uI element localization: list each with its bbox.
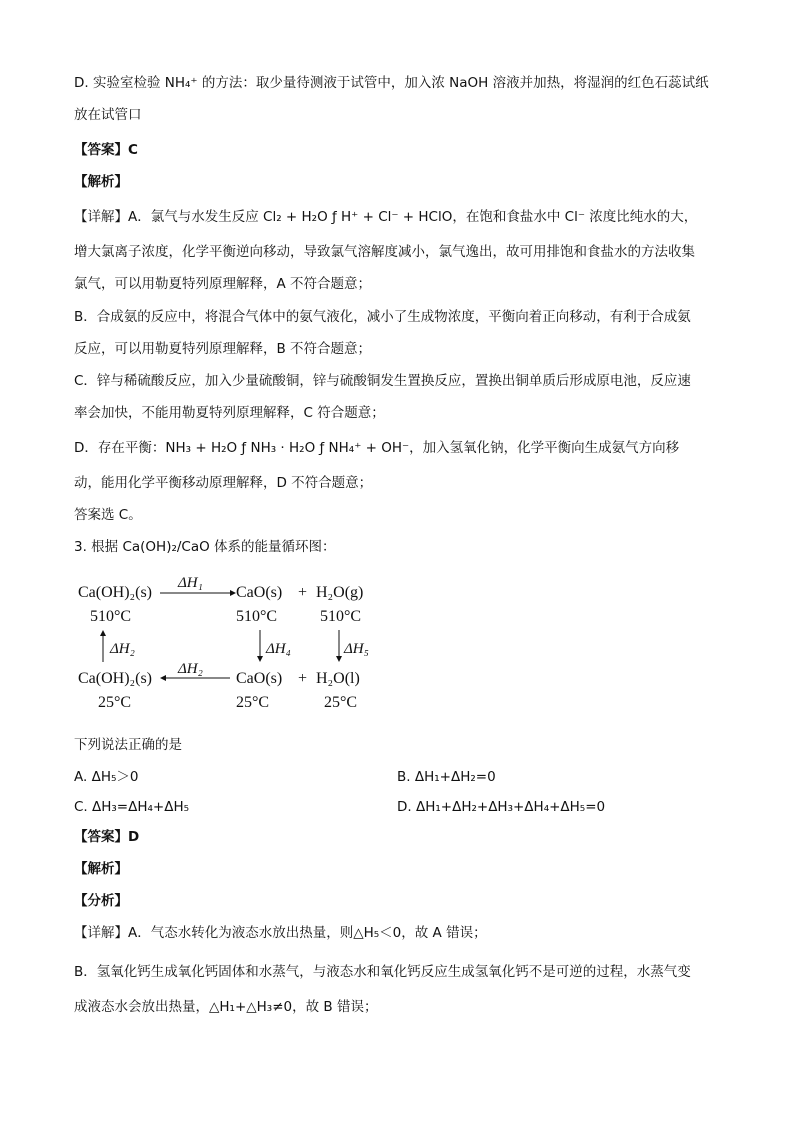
detail-q3-b-line1: B．氢氧化钙生成氧化钙固体和水蒸气，与液态水和氧化钙反应生成氢氧化钙不是可逆的过程，水蒸气变	[74, 964, 691, 980]
top-arrow-label: ΔH₁	[178, 575, 203, 591]
option-b: B. ΔH₁+ΔH₂=0	[397, 769, 496, 785]
temp-510-mid: 510°C	[236, 608, 278, 625]
detail-d-line2: 动，能用化学平衡移动原理解释，D 不符合题意；	[74, 475, 373, 491]
detail-a-line2: 增大氯离子浓度，化学平衡逆向移动，导致氯气溶解度减小，氯气逸出，故可用排饱和食盐水的方法收集	[74, 244, 695, 260]
conclusion: 答案选 C。	[74, 507, 142, 523]
answer-label-q3: 【答案】D	[74, 829, 140, 845]
left-vertical-label: ΔH₂	[110, 641, 135, 657]
temp-510-left: 510°C	[90, 608, 132, 625]
option-c: C. ΔH₃=ΔH₄+ΔH₅	[74, 799, 190, 815]
mid-vertical-label: ΔH₄	[266, 641, 291, 657]
option-d-text-cont: 放在试管口	[74, 107, 142, 123]
temp-25-right: 25°C	[324, 694, 358, 711]
analysis-label-q3: 【解析】	[74, 861, 128, 877]
detail-q3-a: 【详解】A．气态水转化为液态水放出热量，则△H₅＜0，故 A 错误；	[74, 925, 487, 941]
bottom-left-species: Ca(OH)₂(s)	[78, 670, 152, 687]
temp-25-left: 25°C	[98, 694, 132, 711]
temp-25-mid: 25°C	[236, 694, 270, 711]
bottom-right-species: H₂O(l)	[316, 670, 360, 687]
question-prompt: 下列说法正确的是	[74, 737, 182, 753]
top-plus: +	[298, 584, 308, 601]
answer-label: 【答案】C	[74, 142, 138, 158]
detail-c-line1: C．锌与稀硫酸反应，加入少量硫酸铜，锌与硫酸铜发生置换反应，置换出铜单质后形成原电池，反应速	[74, 373, 691, 389]
top-mid-species: CaO(s)	[236, 584, 283, 601]
top-right-species: H₂O(g)	[316, 584, 364, 601]
analysis-label: 【解析】	[74, 174, 128, 190]
temp-510-right: 510°C	[320, 608, 362, 625]
detail-a-line1: 【详解】A．氯气与水发生反应 Cl₂ + H₂O ƒ H⁺ + Cl⁻ + HClO，在饱和食盐水中 Cl⁻ 浓度比纯水的大，	[74, 209, 698, 225]
option-a: A. ΔH₅＞0	[74, 769, 139, 785]
bottom-arrow-label: ΔH₂	[178, 661, 203, 677]
option-d: D. ΔH₁+ΔH₂+ΔH₃+ΔH₄+ΔH₅=0	[397, 799, 606, 815]
energy-cycle-diagram	[70, 572, 400, 717]
bottom-plus: +	[298, 670, 308, 687]
detail-d-line1: D．存在平衡：NH₃ + H₂O ƒ NH₃ · H₂O ƒ NH₄⁺ + OH⁻，加入氢氧化钠，化学平衡向生成氨气方向移	[74, 440, 680, 456]
bottom-mid-species: CaO(s)	[236, 670, 283, 687]
detail-a-line3: 氯气，可以用勒夏特列原理解释，A 不符合题意；	[74, 276, 372, 292]
detail-b-line1: B．合成氨的反应中，将混合气体中的氨气液化，减小了生成物浓度，平衡向着正向移动，有利于合成氨	[74, 309, 691, 325]
detail-b-line2: 反应，可以用勒夏特列原理解释，B 不符合题意；	[74, 341, 372, 357]
detail-c-line2: 率会加快，不能用勒夏特列原理解释，C 符合题意；	[74, 405, 385, 421]
top-left-species: Ca(OH)₂(s)	[78, 584, 152, 601]
option-d-text: D. 实验室检验 NH₄⁺ 的方法：取少量待测液于试管中，加入浓 NaOH 溶液并加热，将湿润的红色石蕊试纸	[74, 75, 709, 91]
analysis-sub-label-q3: 【分析】	[74, 893, 128, 909]
detail-q3-b-line2: 成液态水会放出热量，△H₁+△H₃≠0，故 B 错误；	[74, 999, 378, 1015]
question-3-stem: 3. 根据 Ca(OH)₂/CaO 体系的能量循环图：	[74, 539, 336, 555]
right-vertical-label: ΔH₅	[344, 641, 369, 657]
